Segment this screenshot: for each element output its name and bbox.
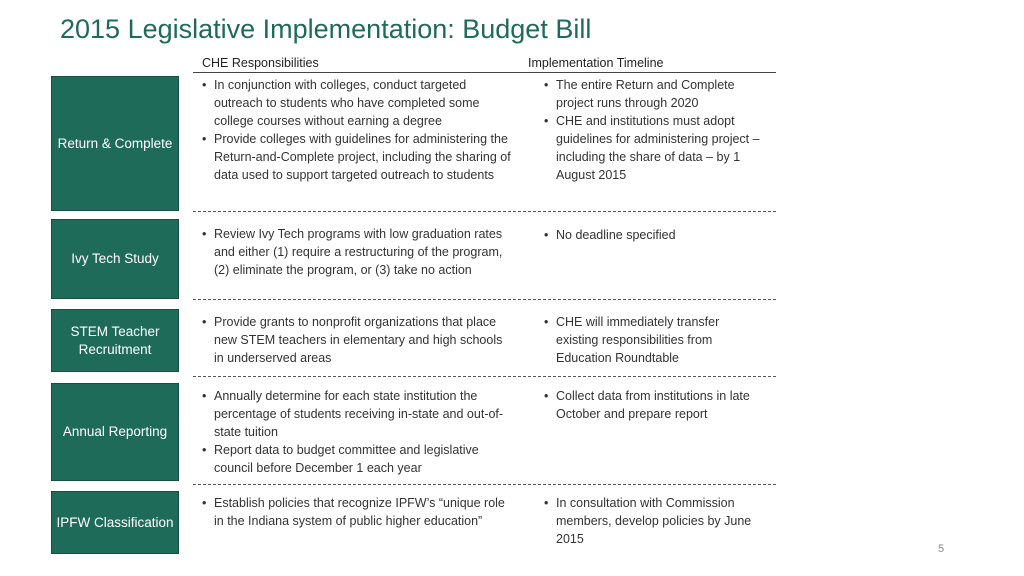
timeline-list-stem <box>542 313 764 367</box>
row-divider <box>193 299 776 300</box>
row-divider <box>193 376 776 377</box>
che-list-stem <box>200 313 515 367</box>
timeline-bullet: • No deadline specified <box>542 226 764 244</box>
che-bullet: • Report data to budget committee and legislative council before December 1 each year <box>200 441 515 477</box>
che-list-ipfw <box>200 494 515 530</box>
che-bullet: • Establish policies that recognize IPFW’s “unique role in the Indiana system of public higher education” <box>200 494 515 530</box>
row-label-ivy-tech-study: Ivy Tech Study <box>51 219 179 299</box>
timeline-bullet: • In consultation with Commission members, develop policies by June 2015 <box>542 494 764 548</box>
row-divider <box>193 484 776 485</box>
che-list-return-complete <box>200 76 515 184</box>
row-label-annual-reporting: Annual Reporting <box>51 383 179 481</box>
slide-title: 2015 Legislative Implementation: Budget Bill <box>60 14 592 44</box>
timeline-bullet: • The entire Return and Complete project runs through 2020 <box>542 76 764 112</box>
timeline-bullet: • CHE will immediately transfer existing responsibilities from Education Roundtable <box>542 313 764 367</box>
timeline-list-return-complete <box>542 76 764 184</box>
che-bullet: • In conjunction with colleges, conduct targeted outreach to students who have completed some college courses without earning a degree <box>200 76 515 130</box>
implementation-timeline-header: Implementation Timeline <box>528 56 664 70</box>
che-bullet: • Annually determine for each state institution the percentage of students receiving in-state and out-of-state tuition <box>200 387 515 441</box>
timeline-list-ipfw <box>542 494 764 548</box>
che-list-ivy-tech <box>200 225 515 279</box>
che-list-annual-reporting <box>200 387 515 477</box>
page-number: 5 <box>938 543 945 555</box>
che-bullet: • Provide grants to nonprofit organizations that place new STEM teachers in elementary and high schools in underserved areas <box>200 313 515 367</box>
row-label-ipfw-classification: IPFW Classification <box>51 491 179 554</box>
timeline-bullet: • Collect data from institutions in late October and prepare report <box>542 387 764 423</box>
row-label-return-complete: Return & Complete <box>51 76 179 211</box>
row-divider <box>193 211 776 212</box>
timeline-list-ivy-tech <box>542 226 764 244</box>
timeline-bullet: • CHE and institutions must adopt guidelines for administering project – including the share of data – by 1 August 2015 <box>542 112 764 184</box>
che-responsibilities-header: CHE Responsibilities <box>202 56 319 70</box>
timeline-list-annual-reporting <box>542 387 764 423</box>
che-bullet: • Provide colleges with guidelines for administering the Return-and-Complete project, including the sharing of data used to support targeted outreach to students <box>200 130 515 184</box>
header-divider <box>193 72 776 73</box>
che-bullet: • Review Ivy Tech programs with low graduation rates and either (1) require a restructuring of the program, (2) eliminate the program, or (3) take no action <box>200 225 515 279</box>
row-label-stem-teacher-recruitment: STEM Teacher Recruitment <box>51 309 179 372</box>
